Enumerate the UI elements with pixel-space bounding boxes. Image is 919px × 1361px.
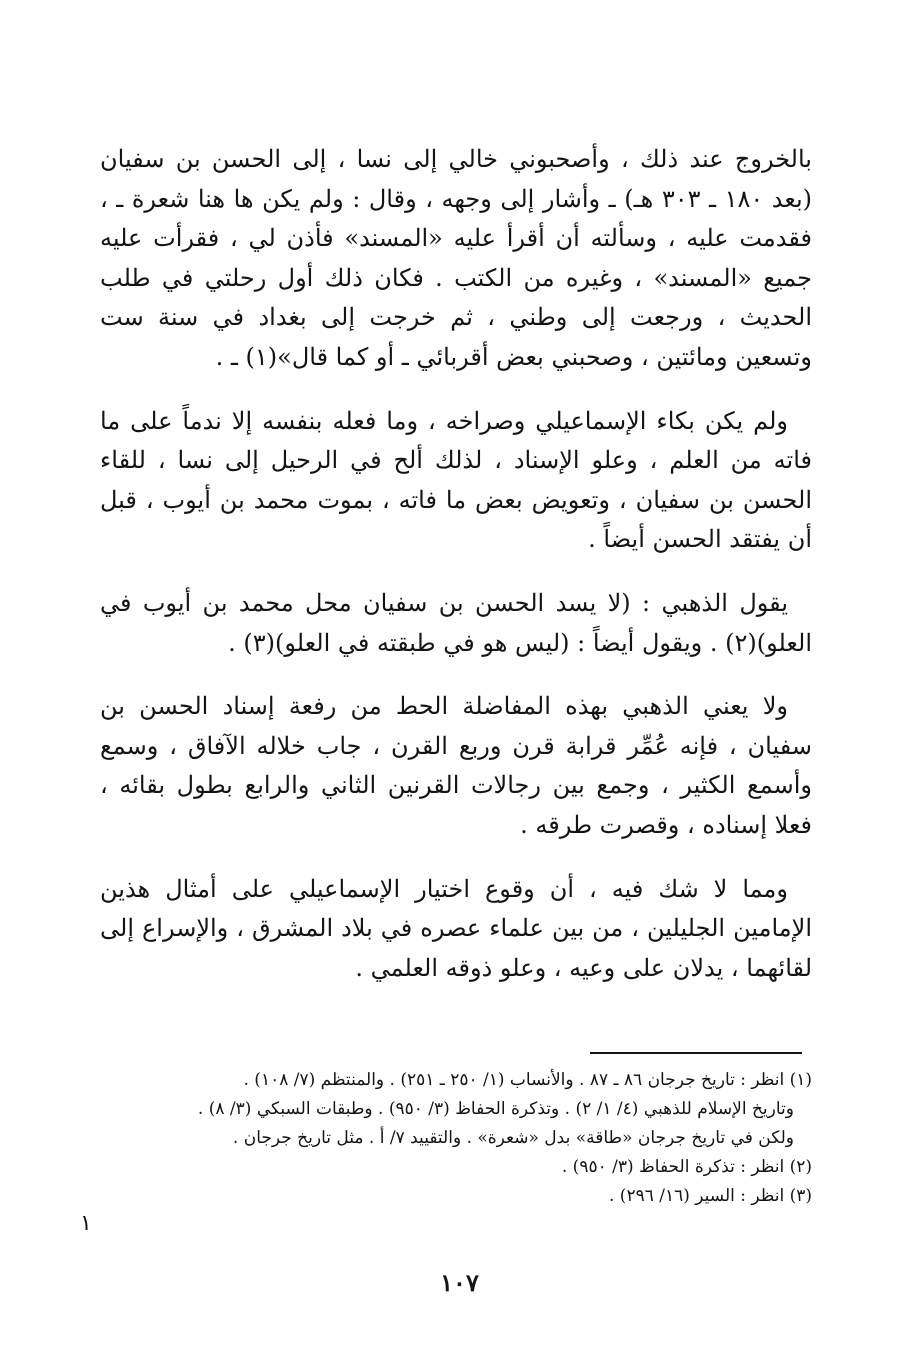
paragraph-2: ولم يكن بكاء الإسماعيلي وصراخه ، وما فعله بنفسه إلا ندماً على ما فاته من العلم ، وعلو الإسناد ، لذلك ألح في الرحيل إلى نسا ، للقاء الحسن بن سفيان ، وتعويض بعض ما فاته ، بموت محمد بن أيوب ، قبل أن يفتقد الحسن أيضاً . [100, 406, 812, 554]
footnotes [100, 1066, 812, 1211]
footnote-2: (٢) انظر : تذكرة الحفاظ (٣/ ٩٥٠) . [561, 1157, 812, 1177]
footnote-1-line-3: ولكن في تاريخ جرجان «طاقة» بدل «شعرة» . والتقييد ٧/ أ . مثل تاريخ جرجان . [232, 1128, 794, 1148]
footnote-1-line-2: وتاريخ الإسلام للذهبي (٤/ ١/ ٢) . وتذكرة الحفاظ (٣/ ٩٥٠) . وطبقات السبكي (٣/ ٨) . [197, 1099, 794, 1119]
margin-mark: ١ [80, 1211, 92, 1236]
paragraph-1: بالخروج عند ذلك ، وأصحبوني خالي إلى نسا ، إلى الحسن بن سفيان (بعد ١٨٠ ـ ٣٠٣ هـ) ـ وأشار إلى وجهه ، وقال : ولم يكن ها هنا شعرة ـ ، فقدمت عليه ، وسألته أن أقرأ عليه «المسند» فأذن لي ، فقرأت عليه جميع «المسند» ، وغيره من الكتب . فكان ذلك أول رحلتي في طلب الحديث ، ورجعت إلى وطني ، ثم خرجت إلى بغداد في سنة ست وتسعين ومائتين ، وصحبني بعض أقربائي ـ أو كما قال»(١) ـ . [100, 145, 812, 371]
main-text [100, 140, 812, 1012]
footnote-1-line-1: (١) انظر : تاريخ جرجان ٨٦ ـ ٨٧ . والأنساب (١/ ٢٥٠ ـ ٢٥١) . والمنتظم (٧/ ١٠٨) . [243, 1070, 812, 1090]
footnote-separator [590, 1052, 802, 1054]
footnote-3: (٣) انظر : السير (١٦/ ٢٩٦) . [608, 1186, 812, 1206]
page-number: ١٠٧ [440, 1268, 479, 1297]
paragraph-3: يقول الذهبي : (لا يسد الحسن بن سفيان محل محمد بن أيوب في العلو)(٢) . ويقول أيضاً : (ليس هو في طبقته في العلو)(٣) . [100, 588, 812, 657]
paragraph-4: ولا يعني الذهبي بهذه المفاضلة الحط من رفعة إسناد الحسن بن سفيان ، فإنه عُمِّر قرابة قرن وربع القرن ، جاب خلاله الآفاق ، وسمع وأسمع الكثير ، وجمع بين رجالات القرنين الثاني والرابع بطول بقائه ، فعلا إسناده ، وقصرت طرقه . [100, 692, 812, 839]
paragraph-5: ومما لا شك فيه ، أن وقوع اختيار الإسماعيلي على أمثال هذين الإمامين الجليلين ، من بين علماء عصره في بلاد المشرق ، والإسراع إلى لقائهما ، يدلان على وعيه ، وعلو ذوقه العلمي . [100, 874, 812, 982]
